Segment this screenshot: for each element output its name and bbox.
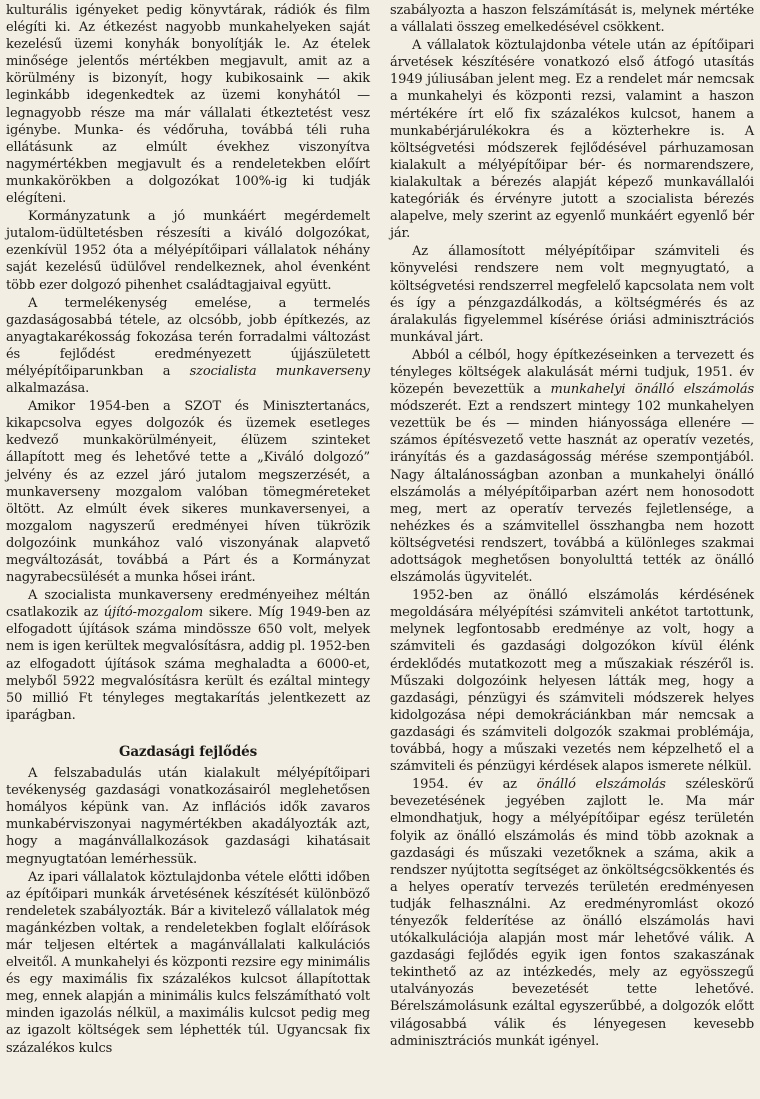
text-run: Abból a célból, hogy építkezéseinken a tervezett és tényleges költségek alakulását mérni tudjuk, 1951. év közepén bevezettük a (390, 347, 754, 398)
right-paragraph-6 (390, 776, 754, 1050)
left-paragraph-6: A felszabadulás után kialakult mélyépítőipari tevékenység gazdasági vonatkozásairól meglehetősen homályos képünk van. Az inflációs idők zavaros munkabérviszonyai nagymértékben akadályozták azt, hogy a magánvállalkozások gazdasági kihatásait megnyugtatóan lemérhessük. (6, 766, 370, 867)
text-run: széleskörű bevezetésének jegyében zajlott le. Ma már elmondhatjuk, hogy a mélyépítőipar egész területén folyik az önálló elszámolás és mind több azoknak a gazdasági és műszaki vezetőknek a száma, akik a rendszer nyújtotta segítséget az önköltségcsökkentés és a helyes operatív tervezés területén eredményesen tudják felhasználni. Az eredményromlást okozó tényezők felderítése az önálló elszámolás havi utókalkulációja alapján most már lehetővé válik. A gazdasági fejlődés egyik igen fontos szakaszának tekinthető az az intézkedés, mely az egyösszegű utalványozás bevezetését tette lehetővé. Bérelszámolásunk ezáltal egyszerűbbé, a dolgozók előtt világosabbá válik és lényegesen kevesebb adminisztrációs munkát igényel. (390, 777, 755, 1049)
two-column-layout (6, 2, 754, 1099)
left-paragraph-2: Kormányzatunk a jó munkáért megérdemelt jutalom-üdültetésben részesíti a kiváló dolgozókat, ezenkívül 1952 óta a mélyépítőipari vállalatok néhány saját kezelésű üdülővel rendelkeznek, ahol évenként több ezer dolgozó pihenhet családtagjaival együtt. (6, 209, 370, 293)
emphasis-term: szocialista munkaverseny (189, 363, 370, 379)
emphasis-term: munkahelyi önálló elszámolás (550, 382, 754, 398)
right-column (390, 2, 754, 1099)
right-paragraph-5: 1952-ben az önálló elszámolás kérdésének megoldására mélyépítési számviteli ankétot tartottunk, melynek legfontosabb eredménye az volt, hogy a számviteli és gazdasági dolgozókon kívül élénk érdeklődés mutatkozott meg a műszakiak részéről is. Műszaki dolgozóink helyesen látták meg, hogy a gazdasági, pénzügyi és számviteli módszerek helyes kidolgozása népi demokráciánkban már nemcsak a gazdasági és számviteli dolgozók szakmai problémája, továbbá, hogy a műszaki vezetés nem képzelhető el a számviteli és pénzügyi kérdések alapos ismerete nélkül. (390, 588, 754, 775)
left-column (6, 2, 370, 1099)
left-paragraph-4: Amikor 1954-ben a SZOT és Minisztertanács, kikapcsolva egyes dolgozók és üzemek esetleges kedvező munkakörülményeit, élüzem szinteket állapított meg és lehetővé tette a „Kiváló dolgozó” jelvény és az ezzel járó jutalom megszerzését, a munkaverseny mozgalom valóban tömegméreteket öltött. Az elmúlt évek sikeres munkaversenyei, a mozgalom nagyszerű eredményei híven tükrözik dolgozóink munkához való viszonyának alapvető megváltozását, továbbá a Párt és a Kormányzat nagyrabecsülését a munka hősei iránt. (6, 399, 370, 586)
text-run: sikere. Míg 1949-ben az elfogadott újítások száma mindössze 650 volt, melyek nem is igen kerültek megvalósításra, addig pl. 1952-ben az elfogadott újítások száma meghaladta a 6000-et, melyből 5922 megvalósításra került és ezáltal mintegy 50 millió Ft tényleges megtakarítás jelentkezett az iparágban. (6, 605, 370, 723)
right-paragraph-3: Az államosított mélyépítőipar számviteli és könyvelési rendszere nem volt megnyugtató, a költségvetési rendszerrel megfelelő kapcsolata nem volt és így a pénzgazdálkodás, a költségmérés és az áralakulás figyelemmel kísérése óriási adminisztrációs munkával járt. (390, 244, 754, 345)
left-paragraph-5 (6, 587, 370, 724)
text-run: módszerét. Ezt a rendszert mintegy 102 munkahelyen vezettük be és — minden hiányossága ellenére — számos építésvezető vette hasznát az operatív vezetés, irányítás és a gazdaságosság mérése szempontjából. Nagy általánosságban azonban a munkahelyi önálló elszámolás a mélyépítőiparban azért nem honosodott meg, mert az operatív tervezés fejletlensége, a nehézkes és a számvitellel összhangba nem hozott költségvetési rendszert, továbbá a különleges szakmai adottságok meghetősen bonyolulttá tették az önálló elszámolás ügyvitelét. (390, 399, 754, 586)
left-paragraph-7: Az ipari vállalatok köztulajdonba vétele előtti időben az építőipari munkák árvetésének készítését különböző rendeletek szabályozták. Bár a kivitelező vállalatok még magánkézben voltak, a rendeletekben foglalt előírások már teljesen eltértek a magánvállalati kalkulációs elveitől. A munkahelyi és központi rezsire egy minimális és egy maximális fix százalékos kulcsot állapítottak meg, ennek alapján a minimális kulcs felszámítható volt minden igazolás nélkül, a maximális kulcsot pedig meg az igazolt költségek sem léphették túl. Ugyancsak fix százalékos kulcs (6, 869, 370, 1056)
right-paragraph-1: szabályozta a haszon felszámítását is, melynek mértéke a vállalati összeg emelkedésével csökkent. (390, 3, 754, 36)
right-paragraph-4 (390, 347, 754, 586)
text-run: A szocialista munkaverseny eredményeihez méltán csatlakozik az (6, 588, 370, 621)
section-heading: Gazdasági fejlődés (118, 743, 258, 760)
text-run: A termelékenység emelése, a termelés gazdaságosabbá tétele, az olcsóbb, jobb építkezés, az anyagtakarékosság fokozása terén forradalmi változást és fejlődést eredményezett újjászületett mélyépítőiparunkban a (6, 295, 370, 379)
right-paragraph-2: A vállalatok köztulajdonba vétele után az építőipari árvetések készítésére vonatkozó első átfogó utasítás 1949 júliusában jelent meg. Ez a rendelet már nemcsak a munkahelyi és központi rezsi, valamint a haszon mértékére írt elő fix százalékos kulcsot, hanem a munkabérjárulékokra és a közterhekre is. A költségvetési módszerek fejlődésével párhuzamosan kialakult a mélyépítőipar bér- és normarendszere, kialakultak a bérezés alapját képező munkavállalói kategóriák és érvényre jutott a szocialista bérezés alapelve, mely szerint az egyenlő munkáért egyenlő bér jár. (390, 38, 754, 242)
left-paragraph-3 (6, 295, 370, 398)
text-run: alkalmazása. (6, 381, 90, 397)
text-run: 1954. év az (412, 777, 537, 793)
emphasis-term: önálló elszámolás (536, 777, 666, 793)
left-paragraph-1: kulturális igényeket pedig könyvtárak, rádiók és film elégíti ki. Az étkezést nagyobb munkahelyeken saját kezelésű üzemi konyhák bonyolítják le. Az ételek minősége jelentős mértékben megjavult, amit az a körülmény is bizonyít, hogy kubikosaink — akik leginkább idegenkedtek az üzemi konyhától — legnagyobb része ma már vállalati étkeztetést vesz igénybe. Munka- és védőruha, továbbá téli ruha ellátásunk az elmúlt évekhez viszonyítva nagymértékben megjavult és a rendeletekben előírt munkakörökben a dolgozókat 100%-ig ki tudják elégíteni. (6, 3, 370, 207)
emphasis-term: újító-mozgalom (103, 605, 204, 621)
